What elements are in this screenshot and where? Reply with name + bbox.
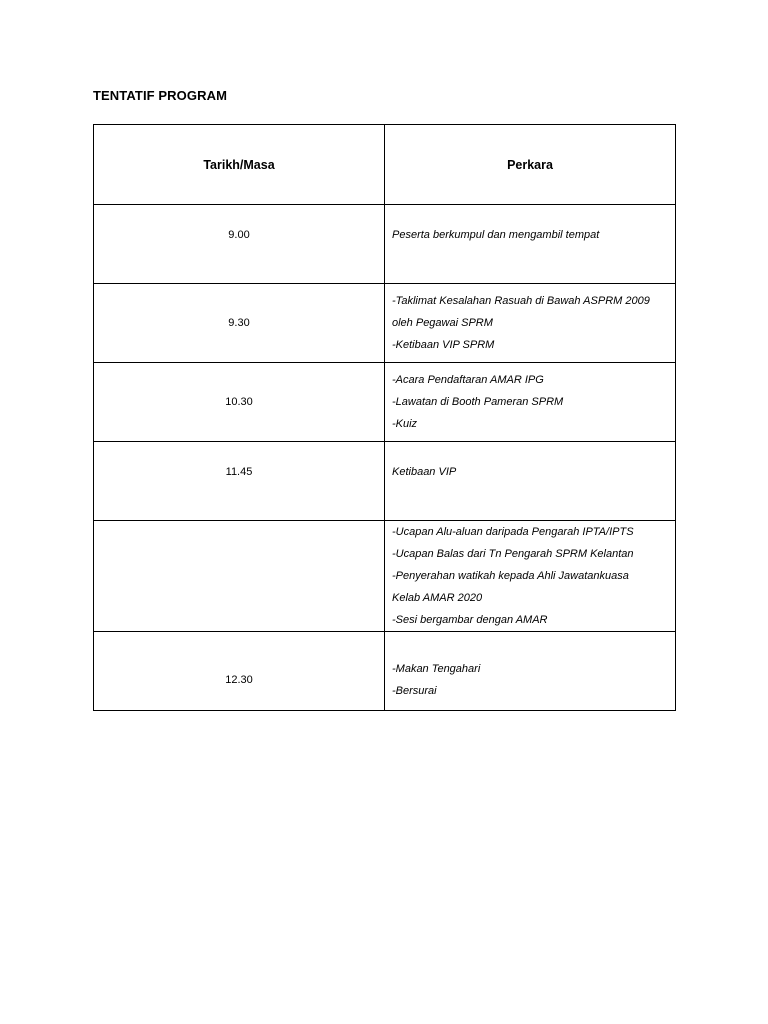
- activity-item: -Penyerahan watikah kepada Ahli Jawatankuasa: [392, 570, 629, 582]
- activity-item: -Sesi bergambar dengan AMAR: [392, 614, 548, 626]
- time-cell: 9.00: [94, 205, 385, 284]
- time-cell: 11.45: [94, 442, 385, 521]
- activity-cell: [385, 205, 676, 284]
- activity-item: oleh Pegawai SPRM: [392, 317, 493, 329]
- header-tarikh-masa: Tarikh/Masa: [94, 125, 385, 205]
- table-header-row: [94, 125, 676, 205]
- table-row: [94, 205, 676, 284]
- activity-cell: [385, 363, 676, 442]
- activity-item: -Ketibaan VIP SPRM: [392, 339, 495, 351]
- table-row: [94, 363, 676, 442]
- activity-item: Ketibaan VIP: [392, 466, 457, 478]
- table-row: [94, 632, 676, 711]
- activity-item: -Ucapan Balas dari Tn Pengarah SPRM Kelantan: [392, 548, 634, 560]
- activity-item: -Acara Pendaftaran AMAR IPG: [392, 374, 544, 386]
- activity-cell: [385, 632, 676, 711]
- document-title: TENTATIF PROGRAM: [93, 88, 227, 103]
- header-perkara: Perkara: [385, 125, 676, 205]
- activity-item: -Ucapan Alu-aluan daripada Pengarah IPTA/IPTS: [392, 526, 634, 538]
- activity-item: -Kuiz: [392, 418, 418, 430]
- activity-item: -Bersurai: [392, 685, 437, 697]
- activity-cell: [385, 442, 676, 521]
- activity-item: -Taklimat Kesalahan Rasuah di Bawah ASPRM 2009: [392, 295, 650, 307]
- activity-cell: [385, 521, 676, 632]
- time-cell: [94, 521, 385, 632]
- activity-item: -Makan Tengahari: [392, 663, 481, 675]
- program-table: [93, 124, 676, 711]
- time-cell: 9.30: [94, 284, 385, 363]
- activity-item: Peserta berkumpul dan mengambil tempat: [392, 229, 600, 241]
- activity-item: -Lawatan di Booth Pameran SPRM: [392, 396, 564, 408]
- activity-item: Kelab AMAR 2020: [392, 592, 483, 604]
- table-row: [94, 442, 676, 521]
- table-row: [94, 521, 676, 632]
- time-cell: 10.30: [94, 363, 385, 442]
- time-cell: 12.30: [94, 632, 385, 711]
- table-row: [94, 284, 676, 363]
- activity-cell: [385, 284, 676, 363]
